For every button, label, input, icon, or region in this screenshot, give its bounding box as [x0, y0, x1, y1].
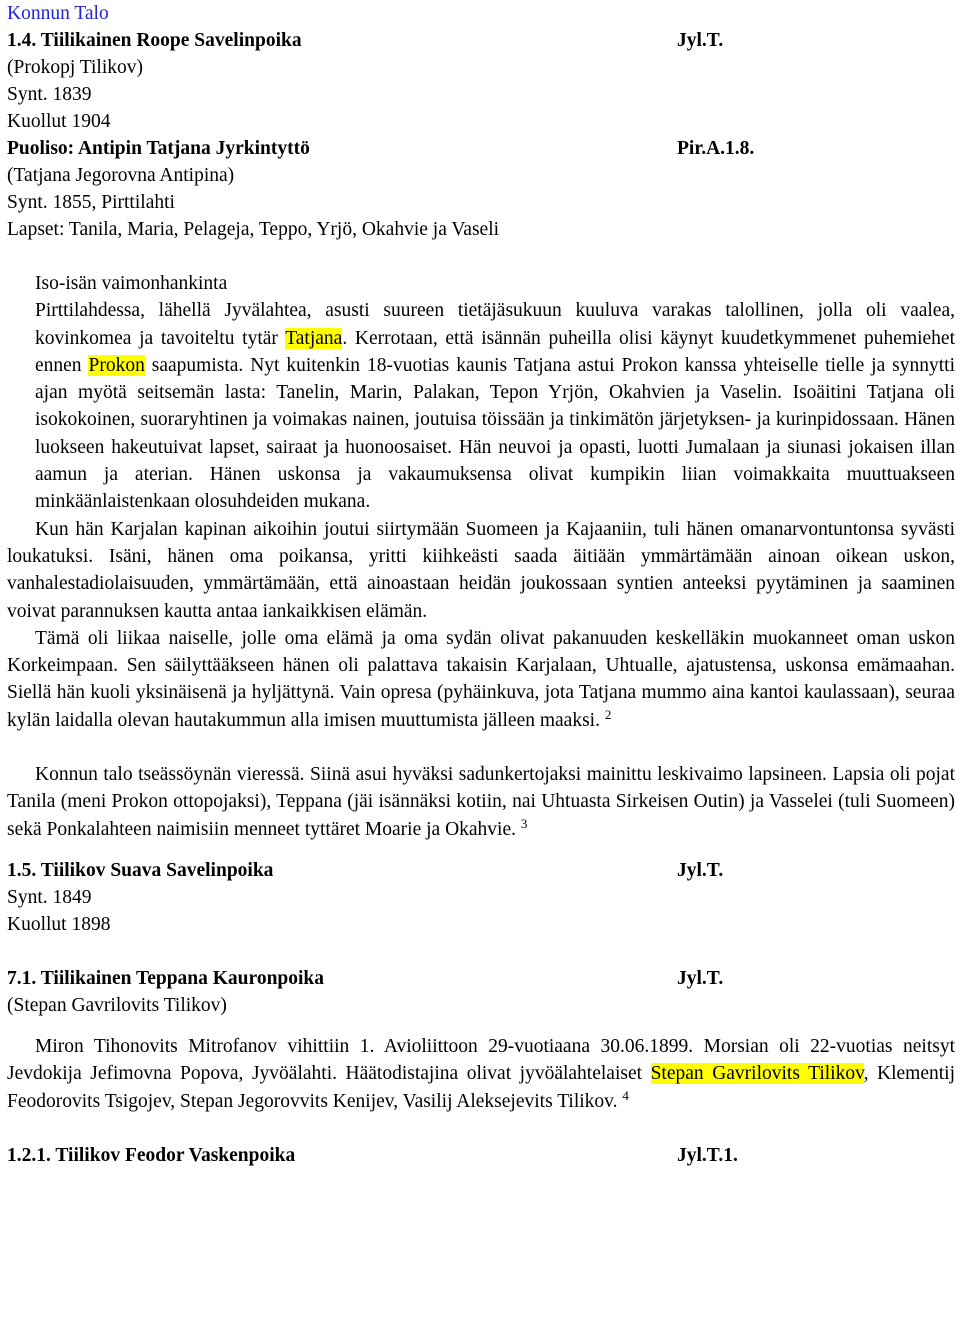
spacer: [7, 843, 955, 857]
entry-1-spouse-ref: Pir.A.1.8.: [677, 138, 755, 159]
entry-4-ref: Jyl.T.1.: [677, 1144, 738, 1166]
entry-3-heading-row: [7, 965, 955, 992]
entry-2-died: Kuollut 1898: [7, 913, 111, 935]
entry-1-spouse-born: Synt. 1855, Pirttilahti: [7, 192, 175, 213]
entry-2-ref: Jyl.T.: [677, 859, 724, 881]
spacer: [7, 1115, 955, 1142]
entry-2-heading-row: [7, 857, 955, 884]
spacer: [7, 243, 955, 270]
spacer: [7, 734, 955, 761]
entry-3-marriage: Miron Tihonovits Mitrofanov vihittiin 1. Avioliittoon 29-vuotiaana 30.06.1899. Morsian oli 22-vuotias neitsyt Jevdokija Jefimovna Popova, Jyvöälahti. Häätodistajina olivat jyvöälahtelaiset Stepan Gavrilovits Tilikov, Klementij Feodorovits Tsigojev, Stepan Jegorovvits Kenijev, Vasilij Aleksejevits Tilikov. $^4$: [7, 1035, 955, 1112]
entry-3-body: [7, 1033, 955, 1115]
story-section: [7, 270, 955, 516]
entry-3-heading: 7.1. Tiilikainen Teppana Kauronpoika: [7, 967, 325, 989]
entry-1-ref: Jyl.T.: [677, 30, 724, 51]
highlight-stepan: Stepan Gavrilovits Tilikov: [650, 1063, 864, 1085]
spacer: [7, 938, 955, 965]
footnote-ref-2[interactable]: 2: [604, 706, 612, 722]
footnote-ref-3[interactable]: 3: [520, 815, 528, 831]
highlight-tatjana: Tatjana: [285, 327, 343, 349]
entry-1-children: Lapset: Tanila, Maria, Pelageja, Teppo, Yrjö, Okahvie ja Vaseli: [7, 219, 500, 240]
entry-2-heading: 1.5. Tiilikov Suava Savelinpoika: [7, 859, 274, 881]
entry-4-heading: 1.2.1. Tiilikov Feodor Vaskenpoika: [7, 1144, 296, 1166]
entry-1-spouse: Puoliso: Antipin Tatjana Jyrkintyttö: [7, 138, 310, 159]
entry-1-alias: (Prokopj Tilikov): [7, 57, 143, 78]
entry-4-heading-row: [7, 1142, 955, 1169]
story-body: [7, 516, 955, 843]
story-paragraph-2: Kun hän Karjalan kapinan aikoihin joutui siirtymään Suomeen ja Kajaaniin, tuli hänen omanarvontuntonsa syvästi loukatuksi. Isäni, hänen oma poikansa, yritti kiihkeästi saada äitiään ymmärtämään ainoan oikean uskon, vanhalestadiolaisuuden, ymmärtämään, että ainoastaan heidän joukossaan syntien anteeksi pyytäminen ja saaminen voivat parannuksen kautta antaa iankaikkisen elämän.: [7, 518, 955, 622]
story-title: Iso-isän vaimonhankinta: [35, 273, 228, 294]
entry-3-ref: Jyl.T.: [677, 967, 724, 989]
entry-1-spouse-row: [7, 135, 955, 162]
entry-2-born: Synt. 1849: [7, 886, 92, 908]
document-page: [7, 0, 955, 1169]
entry-1-heading: 1.4. Tiilikainen Roope Savelinpoika: [7, 30, 302, 51]
highlight-prokon: Prokon: [88, 354, 145, 376]
entry-1-died: Kuollut 1904: [7, 111, 111, 132]
story-paragraph-4: Konnun talo tseässöynän vieressä. Siinä asui hyväksi sadunkertojaksi mainittu leskivaimo lapsineen. Lapsia oli pojat Tanila (meni Prokon ottopojaksi), Teppana (jäi isännäksi kotiin, nai Uhtuasta Sirkeisen Outin) ja Vasselei (tuli Suomeen) sekä Ponkalahteen naimisiin menneet tyttäret Moarie ja Okahvie. $^3$: [7, 764, 955, 840]
entry-3-alias: (Stepan Gavrilovits Tilikov): [7, 994, 227, 1016]
footnote-ref-4[interactable]: 4: [622, 1087, 629, 1103]
header-title: [7, 0, 955, 27]
entry-1-heading-row: [7, 27, 955, 54]
spacer: [7, 1019, 955, 1033]
header-title-text[interactable]: Konnun Talo: [7, 3, 109, 24]
entry-1-spouse-alias: (Tatjana Jegorovna Antipina): [7, 165, 235, 186]
story-paragraph-3: Tämä oli liikaa naiselle, jolle oma elämä ja oma sydän olivat pakanuuden keskelläkin muokanneet oman uskon Korkeimpaan. Sen säilyttääkseen hänen oli palattava takaisin Karjalaan, Uhtualle, ajatustensa, uskonsa emämaahan. Siellä hän kuoli yksinäisenä ja hyljättynä. Vain opresa (pyhäinkuva, jota Tatjana mummo aina kantoi kaulassaan), seuraa kylän laidalla olevan hautakummun alla imisen muuttumista jälleen maaksi. $^2$: [7, 627, 955, 731]
entry-1-born: Synt. 1839: [7, 84, 92, 105]
story-paragraph-1: Pirttilahdessa, lähellä Jyvälahtea, asusti suureen tietäjäsukuun kuuluva varakas talollinen, jolla oli vaalea, kovinkomea ja tavoiteltu tytär Tatjana. Kerrotaan, että isännän puheilla olisi käynyt kuudetkymmenet puhemiehet ennen Prokon saapumista. Nyt kuitenkin 18-vuotias kaunis Tatjana astui Prokon kanssa yhteiselle tielle ja synnytti ajan myötä seitsemän lasta: Tanelin, Marin, Palakan, Tepon Yrjön, Okahvien ja Vaselin. Isoäitini Tatjana oli isokokoinen, suoraryhtinen ja voimakas nainen, joutuisa töissään ja tinkimätön järjetyksen- ja kurinpidossaan. Hänen luokseen hakeutuivat lapset, sairaat ja huonoosaiset. Hän neuvoi ja opasti, luotti Jumalaan ja siunasi jokaisen illan aamun ja aterian. Hänen uskonsa ja vakaumuksensa olivat kumpikin liian voimakkaita muuttuakseen minkäänlaistenkaan olosuhdeiden mukana.: [35, 300, 956, 513]
